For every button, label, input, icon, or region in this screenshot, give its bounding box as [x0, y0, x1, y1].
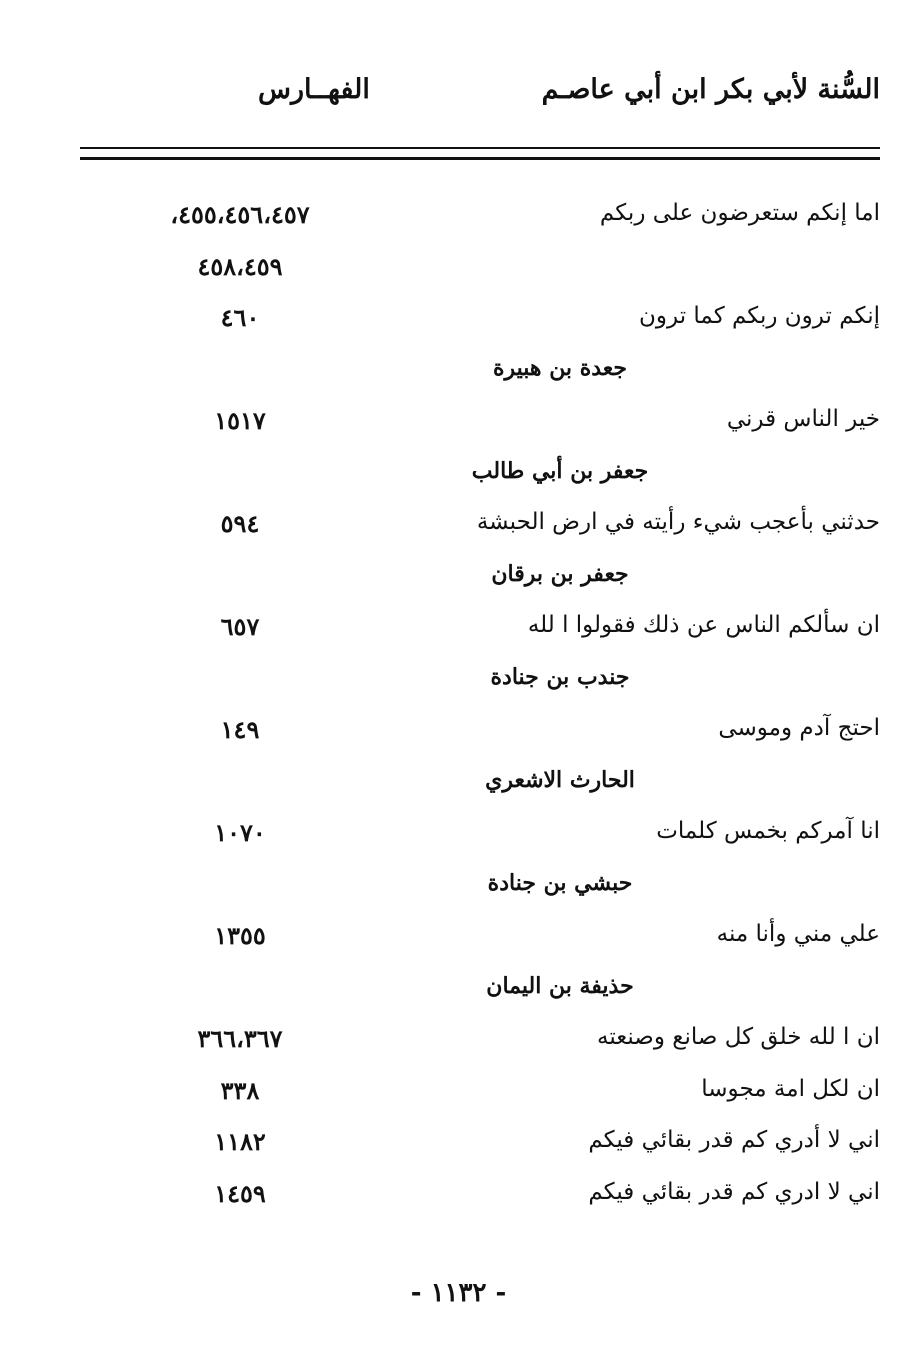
- narrator-heading: [80, 450, 880, 502]
- index-entry: [80, 398, 880, 450]
- entry-text: إنكم ترون ربكم كما ترون: [639, 303, 880, 329]
- entry-refs: ٥٩٤: [220, 509, 260, 538]
- entry-text: اني لا أدري كم قدر بقائي فيكم: [588, 1127, 880, 1153]
- page-header: [80, 74, 880, 124]
- entry-text: اني لا ادري كم قدر بقائي فيكم: [588, 1178, 880, 1205]
- entry-refs: ١٣٥٥: [214, 921, 266, 950]
- entry-refs: ١١٨٢: [214, 1127, 266, 1156]
- narrator-heading: [80, 862, 880, 914]
- entry-refs: ٤٥٨،٤٥٩: [197, 251, 283, 281]
- narrator-name: جعفر بن برقان: [491, 560, 629, 587]
- entry-text: ان لكل امة مجوسا: [701, 1075, 880, 1102]
- entry-refs: ١٠٧٠: [214, 818, 266, 847]
- entry-text: انا آمركم بخمس كلمات: [656, 818, 880, 844]
- index-entry: [80, 1016, 880, 1068]
- entry-refs: ٤٦٠: [220, 303, 260, 332]
- entry-text: حدثني بأعجب شيء رأيته في ارض الحبشة: [476, 509, 880, 535]
- index-entry: [80, 913, 880, 965]
- index-entry: [80, 1068, 880, 1120]
- index-entry: [80, 604, 880, 656]
- index-entry: [80, 192, 880, 244]
- entry-refs: ٦٥٧: [220, 612, 260, 641]
- section-title: الفهــارس: [258, 74, 370, 105]
- narrator-name: جندب بن جنادة: [490, 663, 630, 690]
- narrator-heading: [80, 347, 880, 399]
- book-title: السُّنة لأبي بكر ابن أبي عاصـم: [541, 74, 880, 105]
- entry-refs: ٣٣٨: [220, 1075, 260, 1105]
- index-entry: [80, 244, 880, 296]
- entry-text: ان ا لله خلق كل صانع وصنعته: [597, 1024, 880, 1050]
- index-entry: [80, 295, 880, 347]
- narrator-name: حبشي بن جنادة: [487, 869, 633, 896]
- index-list: [80, 192, 880, 1222]
- narrator-name: حذيفة بن اليمان: [486, 972, 634, 999]
- narrator-heading: [80, 965, 880, 1017]
- page-number: - ١١٣٢ -: [410, 1278, 507, 1308]
- narrator-name: الحارث الاشعري: [485, 766, 635, 793]
- entry-text: احتج آدم وموسى: [718, 715, 880, 741]
- header-rule-thick: [80, 157, 880, 160]
- index-entry: [80, 707, 880, 759]
- entry-text: ان سألكم الناس عن ذلك فقولوا ا لله: [527, 612, 880, 638]
- index-entry: [80, 810, 880, 862]
- narrator-heading: [80, 553, 880, 605]
- entry-text: اما إنكم ستعرضون على ربكم: [599, 200, 880, 226]
- narrator-heading: [80, 656, 880, 708]
- entry-refs: ١٥١٧: [214, 406, 266, 435]
- entry-refs: ١٤٥٩: [214, 1178, 266, 1208]
- index-entry: [80, 1119, 880, 1171]
- entry-refs: ٤٥٥،٤٥٦،٤٥٧،: [170, 200, 310, 229]
- header-rule-thin: [80, 147, 880, 149]
- narrator-name: جعفر بن أبي طالب: [471, 457, 649, 484]
- entry-refs: ٣٦٦،٣٦٧: [197, 1024, 283, 1053]
- narrator-name: جعدة بن هبيرة: [492, 354, 628, 381]
- narrator-heading: [80, 759, 880, 811]
- index-entry: [80, 1171, 880, 1223]
- entry-text: خير الناس قرني: [726, 406, 880, 432]
- entry-refs: ١٤٩: [220, 715, 260, 744]
- index-entry: [80, 501, 880, 553]
- entry-text: علي مني وأنا منه: [716, 921, 880, 947]
